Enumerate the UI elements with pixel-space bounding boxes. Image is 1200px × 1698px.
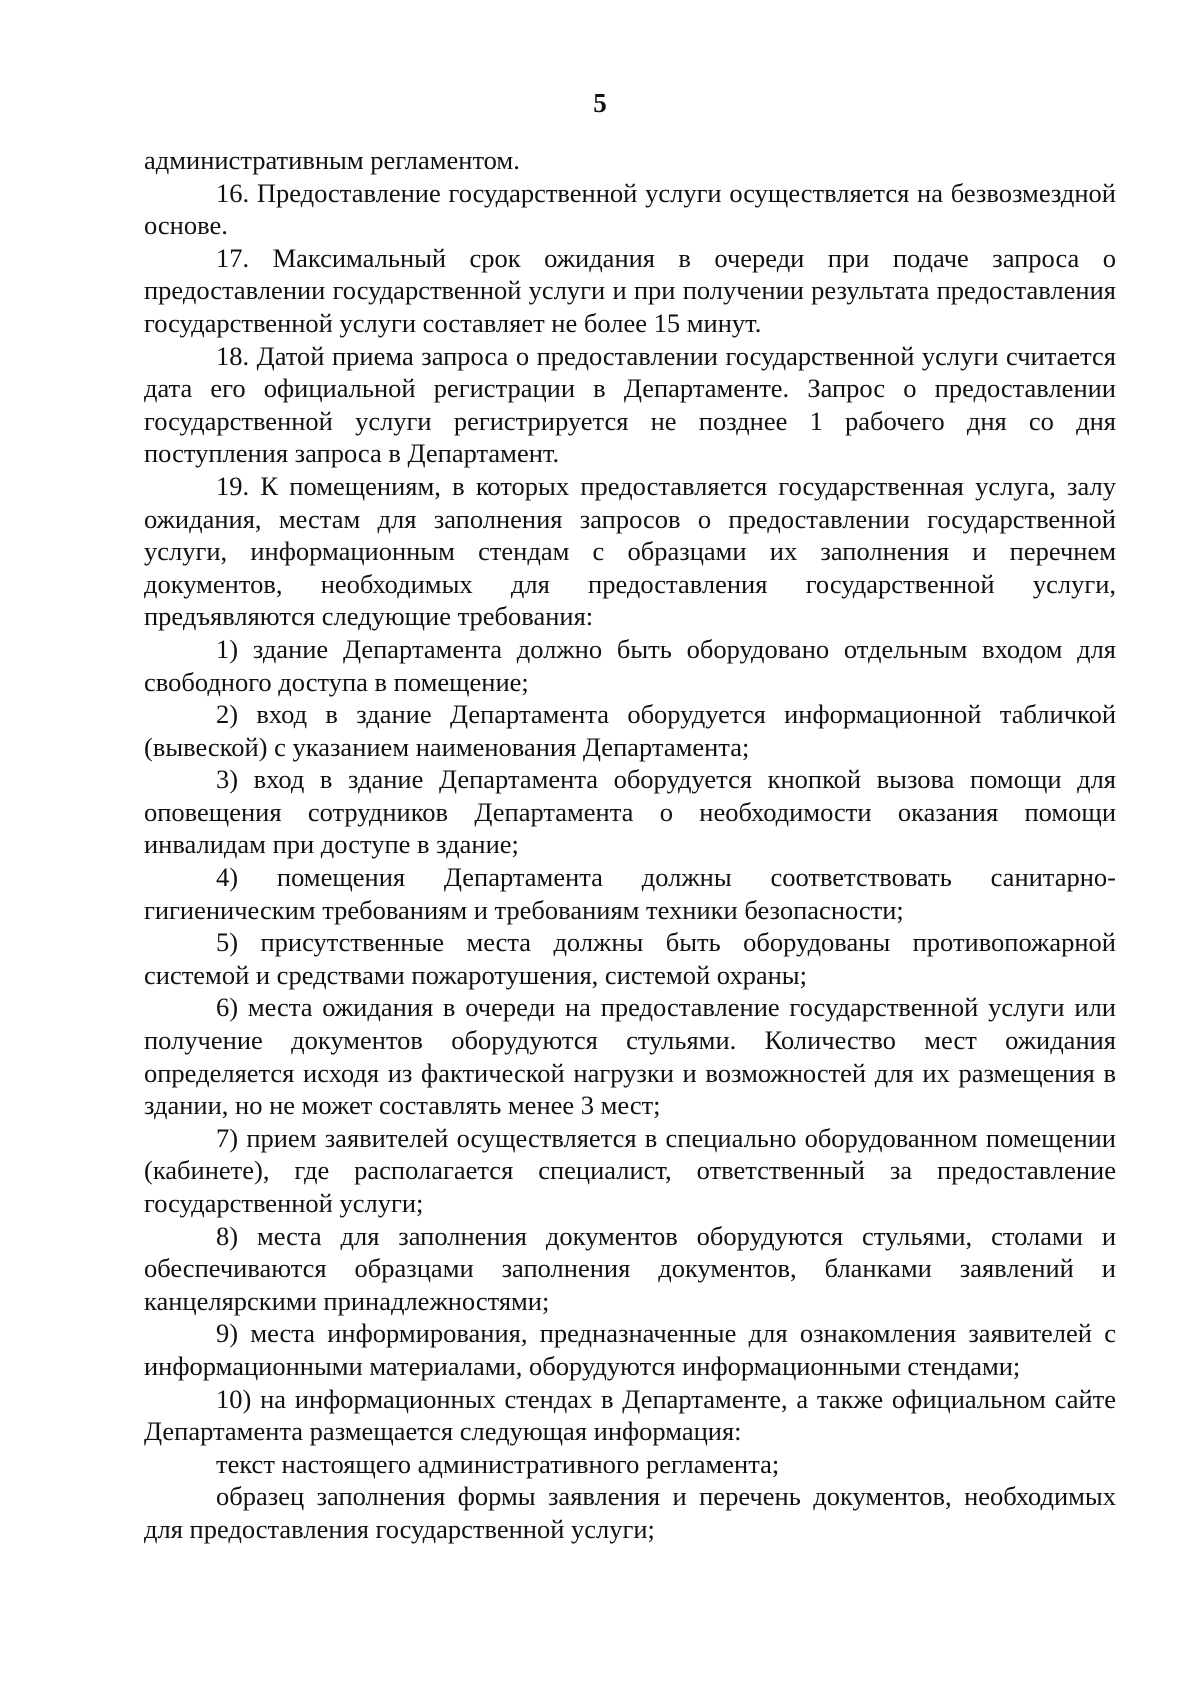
- paragraph-17: 17. Максимальный срок ожидания в очереди при подаче запроса о предоставлении государственной услуги и при получении результата предоставления государственной услуги составляет не более 15 минут.: [144, 242, 1116, 338]
- paragraph-16: 16. Предоставление государственной услуги осуществляется на безвозмездной основе.: [144, 177, 1116, 241]
- list-item-8: 8) места для заполнения документов оборудуются стульями, столами и обеспечиваются образцами заполнения документов, бланками заявлений и канцелярскими принадлежностями;: [144, 1220, 1116, 1316]
- document-body: [144, 144, 1116, 1546]
- list-item-10: 10) на информационных стендах в Департаменте, а также официальном сайте Департамента размещается следующая информация:: [144, 1383, 1116, 1447]
- list-item-7: 7) прием заявителей осуществляется в специально оборудованном помещении (кабинете), где располагается специалист, ответственный за предоставление государственной услуги;: [144, 1122, 1116, 1218]
- info-item-regulation-text: текст настоящего административного регламента;: [216, 1448, 780, 1479]
- paragraph-19: 19. К помещениям, в которых предоставляется государственная услуга, залу ожидания, местам для заполнения запросов о предоставлении государственной услуги, информационным стендам с образцами их заполнения и перечнем документов, необходимых для предоставления государственной услуги, предъявляются следующие требования:: [144, 470, 1116, 632]
- info-item-application-sample: образец заполнения формы заявления и перечень документов, необходимых для предоставления государственной услуги;: [144, 1481, 1116, 1544]
- paragraph-18: 18. Датой приема запроса о предоставлении государственной услуги считается дата его официальной регистрации в Департаменте. Запрос о предоставлении государственной услуги регистрируется не позднее 1 рабочего дня со дня поступления запроса в Департамент.: [144, 340, 1116, 469]
- list-item-9: 9) места информирования, предназначенные для ознакомления заявителей с информационными материалами, оборудуются информационными стендами;: [144, 1318, 1116, 1381]
- list-item-5: 5) присутственные места должны быть оборудованы противопожарной системой и средствами пожаротушения, системой охраны;: [144, 927, 1116, 990]
- paragraph-continuation: административным регламентом.: [144, 145, 520, 175]
- list-item-4: 4) помещения Департамента должны соответствовать санитарно-гигиеническим требованиям и требованиям техники безопасности;: [144, 862, 1116, 925]
- list-item-3: 3) вход в здание Департамента оборудуется кнопкой вызова помощи для оповещения сотрудников Департамента о необходимости оказания помощи инвалидам при доступе в здание;: [144, 764, 1116, 860]
- list-item-1: 1) здание Департамента должно быть оборудовано отдельным входом для свободного доступа в помещение;: [144, 633, 1116, 697]
- page-number: 5: [593, 88, 607, 118]
- list-item-2: 2) вход в здание Департамента оборудуется информационной табличкой (вывеской) с указанием наименования Департамента;: [144, 699, 1116, 762]
- list-item-6: 6) места ожидания в очереди на предоставление государственной услуги или получение документов оборудуются стульями. Количество мест ожидания определяется исходя из фактической нагрузки и возможностей для их размещения в здании, но не может составлять менее 3 мест;: [144, 992, 1116, 1121]
